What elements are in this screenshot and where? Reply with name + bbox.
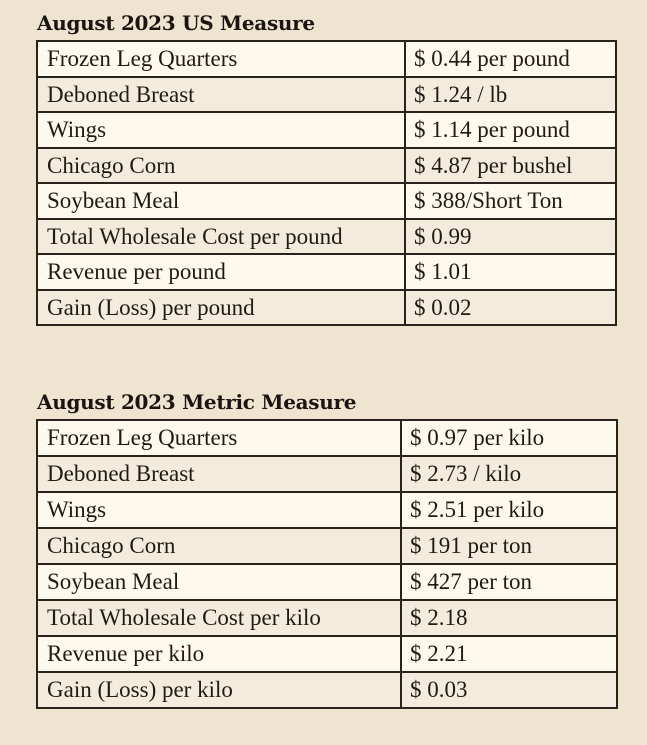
row-label: Wings bbox=[37, 492, 401, 528]
row-label: Frozen Leg Quarters bbox=[37, 420, 401, 456]
row-value: $ 191 per ton bbox=[401, 528, 617, 564]
row-label: Revenue per pound bbox=[37, 254, 405, 290]
us-measure-title: August 2023 US Measure bbox=[37, 11, 315, 35]
row-label: Frozen Leg Quarters bbox=[37, 41, 405, 77]
table-row bbox=[37, 672, 617, 708]
row-label: Chicago Corn bbox=[37, 528, 401, 564]
table-row bbox=[37, 77, 616, 113]
row-label: Deboned Breast bbox=[37, 77, 405, 113]
table-row bbox=[37, 183, 616, 219]
table-row bbox=[37, 41, 616, 77]
row-value: $ 0.03 bbox=[401, 672, 617, 708]
row-label: Total Wholesale Cost per pound bbox=[37, 219, 405, 255]
row-label: Deboned Breast bbox=[37, 456, 401, 492]
row-label: Gain (Loss) per pound bbox=[37, 290, 405, 326]
metric-measure-table bbox=[36, 419, 618, 709]
row-value: $ 1.14 per pound bbox=[405, 112, 616, 148]
table-row bbox=[37, 600, 617, 636]
row-label: Revenue per kilo bbox=[37, 636, 401, 672]
row-value: $ 388/Short Ton bbox=[405, 183, 616, 219]
table-row bbox=[37, 456, 617, 492]
table-row bbox=[37, 254, 616, 290]
row-value: $ 0.99 bbox=[405, 219, 616, 255]
row-value: $ 2.21 bbox=[401, 636, 617, 672]
row-label: Soybean Meal bbox=[37, 564, 401, 600]
us-measure-section bbox=[36, 10, 617, 326]
row-value: $ 2.73 / kilo bbox=[401, 456, 617, 492]
metric-measure-title: August 2023 Metric Measure bbox=[37, 390, 357, 414]
row-label: Total Wholesale Cost per kilo bbox=[37, 600, 401, 636]
table-row bbox=[37, 528, 617, 564]
row-value: $ 1.01 bbox=[405, 254, 616, 290]
row-value: $ 2.51 per kilo bbox=[401, 492, 617, 528]
row-label: Gain (Loss) per kilo bbox=[37, 672, 401, 708]
row-label: Soybean Meal bbox=[37, 183, 405, 219]
table-row bbox=[37, 564, 617, 600]
row-value: $ 1.24 / lb bbox=[405, 77, 616, 113]
row-value: $ 4.87 per bushel bbox=[405, 148, 616, 184]
table-row bbox=[37, 148, 616, 184]
us-measure-table bbox=[36, 40, 617, 326]
row-value: $ 427 per ton bbox=[401, 564, 617, 600]
metric-measure-section bbox=[36, 389, 618, 709]
row-value: $ 2.18 bbox=[401, 600, 617, 636]
table-row bbox=[37, 219, 616, 255]
row-label: Chicago Corn bbox=[37, 148, 405, 184]
row-value: $ 0.02 bbox=[405, 290, 616, 326]
table-row bbox=[37, 290, 616, 326]
row-value: $ 0.44 per pound bbox=[405, 41, 616, 77]
table-row bbox=[37, 492, 617, 528]
row-label: Wings bbox=[37, 112, 405, 148]
table-row bbox=[37, 636, 617, 672]
table-row bbox=[37, 112, 616, 148]
row-value: $ 0.97 per kilo bbox=[401, 420, 617, 456]
table-row bbox=[37, 420, 617, 456]
